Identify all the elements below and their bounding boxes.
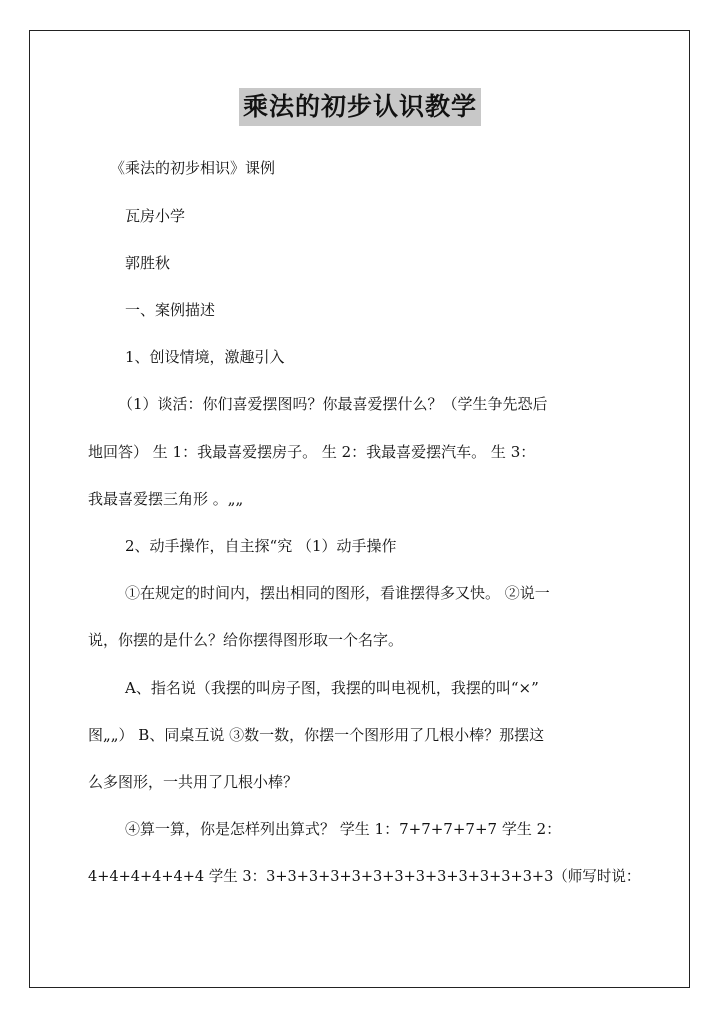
paragraph-line: 图„„） B、同桌互说 ③数一数，你摆一个图形用了几根小棒？那摆这 [88,726,545,744]
subsection-heading-line: 1、创设情境，激趣引入 [125,348,285,366]
school-name-line: 瓦房小学 [125,207,186,225]
paragraph-line: 么多图形，一共用了几根小棒？ [88,773,299,791]
course-title-line: 《乘法的初步相识》课例 [110,159,276,177]
paragraph-line: A、指名说（我摆的叫房子图，我摆的叫电视机，我摆的叫“×” [125,679,539,697]
paragraph-line: ①在规定的时间内，摆出相同的图形，看谁摆得多又快。 ②说一 [125,584,550,602]
paragraph-line: ④算一算，你是怎样列出算式？ 学生 1：7+7+7+7+7 学生 2： [125,820,562,838]
author-name-line: 郭胜秋 [125,254,171,272]
section-heading-line: 一、案例描述 [125,301,216,319]
paragraph-line: （1）谈活：你们喜爱摆图吗？你最喜爱摆什么？（学生争先恐后 [118,395,548,413]
paragraph-line: 说，你摆的是什么？给你摆得图形取一个名字。 [88,631,404,649]
paragraph-line: 我最喜爱摆三角形 。„„ [88,490,244,508]
paragraph-line: 地回答） 生 1：我最喜爱摆房子。 生 2：我最喜爱摆汽车。 生 3： [88,443,536,461]
title-container [0,88,720,126]
subsection-heading-line: 2、动手操作，自主探“究 （1）动手操作 [125,537,397,555]
paragraph-line: 4+4+4+4+4+4 学生 3：3+3+3+3+3+3+3+3+3+3+3+3+3+3（师写时说： [88,867,641,885]
document-title: 乘法的初步认识教学 [239,88,481,126]
